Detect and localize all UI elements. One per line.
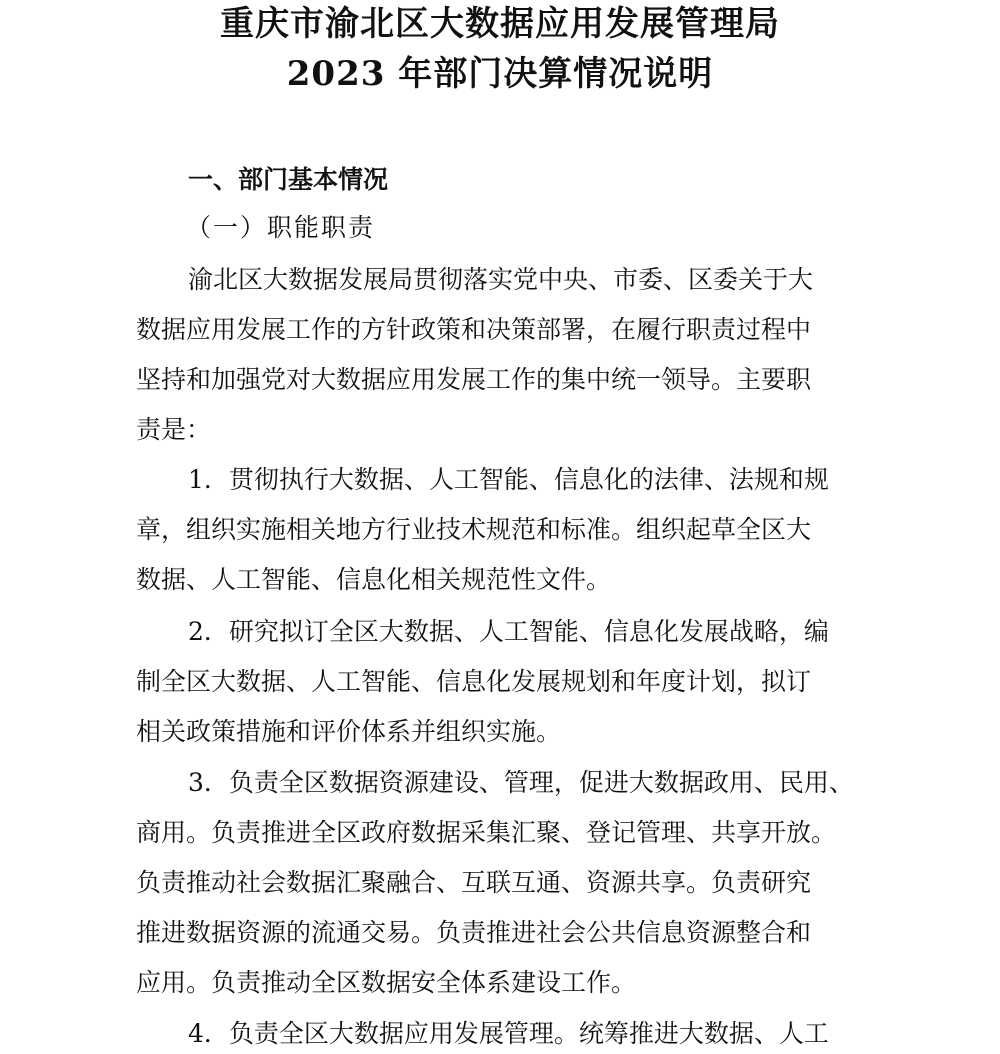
list-item-line: 相关政策措施和评价体系并组织实施。 [136,717,562,746]
list-item-line: 章，组织实施相关地方行业技术规范和标准。组织起草全区大 [136,515,812,544]
list-item-line: 制全区大数据、人工智能、信息化发展规划和年度计划，拟订 [136,667,812,696]
paragraph-line: 渝北区大数据发展局贯彻落实党中央、市委、区委关于大 [188,265,814,294]
list-item-line: 负责推动社会数据汇聚融合、互联互通、资源共享。负责研究 [136,868,812,897]
list-item-line: 1．贯彻执行大数据、人工智能、信息化的法律、法规和规 [188,465,829,494]
document-title-line-2: 2023 年部门决算情况说明 [286,54,714,94]
section-heading: 一、部门基本情况 [188,165,389,194]
paragraph-line: 责是： [136,415,212,444]
list-item-line: 3．负责全区数据资源建设、管理，促进大数据政用、民用、 [188,768,854,797]
paragraph-line: 数据应用发展工作的方针政策和决策部署，在履行职责过程中 [136,315,812,344]
list-item-line: 应用。负责推动全区数据安全体系建设工作。 [136,968,637,997]
subsection-heading: （一）职能职责 [186,213,376,242]
paragraph-line: 坚持和加强党对大数据应用发展工作的集中统一领导。主要职 [136,365,812,394]
document-title-line-1: 重庆市渝北区大数据应用发展管理局 [220,4,780,44]
list-item-line: 2．研究拟订全区大数据、人工智能、信息化发展战略，编 [188,617,829,646]
list-item-line: 推进数据资源的流通交易。负责推进社会公共信息资源整合和 [136,918,812,947]
list-item-line: 商用。负责推进全区政府数据采集汇聚、登记管理、共享开放。 [136,818,837,847]
list-item-line: 数据、人工智能、信息化相关规范性文件。 [136,565,612,594]
list-item-line: 4．负责全区大数据应用发展管理。统筹推进大数据、人工 [188,1019,829,1048]
